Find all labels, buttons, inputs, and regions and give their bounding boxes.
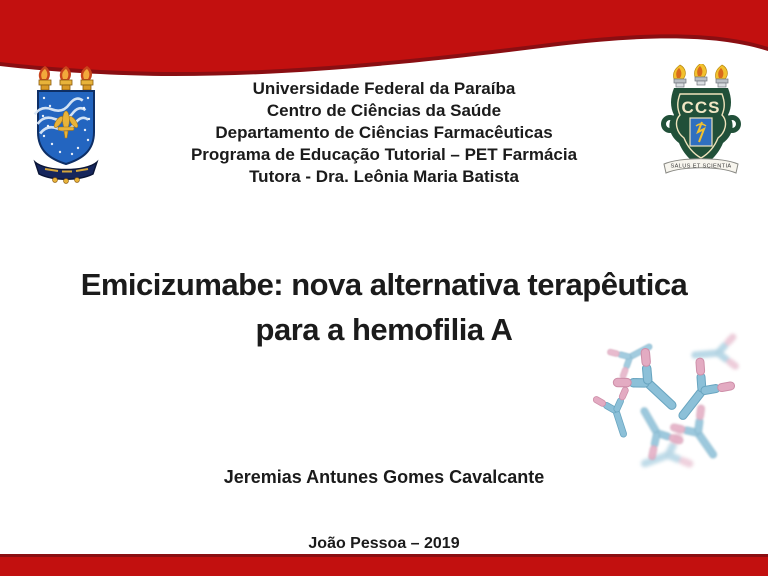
header-line-4: Programa de Educação Tutorial – PET Farmácia [190,145,578,164]
antibody-illustration [560,315,768,475]
top-wave-banner [0,0,768,80]
header-line-2: Centro de Ciências da Saúde [266,101,502,120]
header-line-3: Departamento de Ciências Farmacêuticas [215,123,553,142]
header-line-5: Tutora - Dra. Leônia Maria Batista [249,167,519,186]
title-line-2: para a hemofilia A [255,312,513,347]
ccs-acronym: CCS [681,98,721,117]
header-line-1: Universidade Federal da Paraíba [252,79,516,98]
title-line-1: Emicizumabe: nova alternativa terapêutica [80,267,688,302]
ccs-motto: SALUS ET SCIENTIA [670,163,732,170]
author-name: Jeremias Antunes Gomes Cavalcante [223,467,545,487]
bottom-banner [0,554,768,576]
institution-header [0,78,768,188]
place-year: João Pessoa – 2019 [308,535,460,552]
